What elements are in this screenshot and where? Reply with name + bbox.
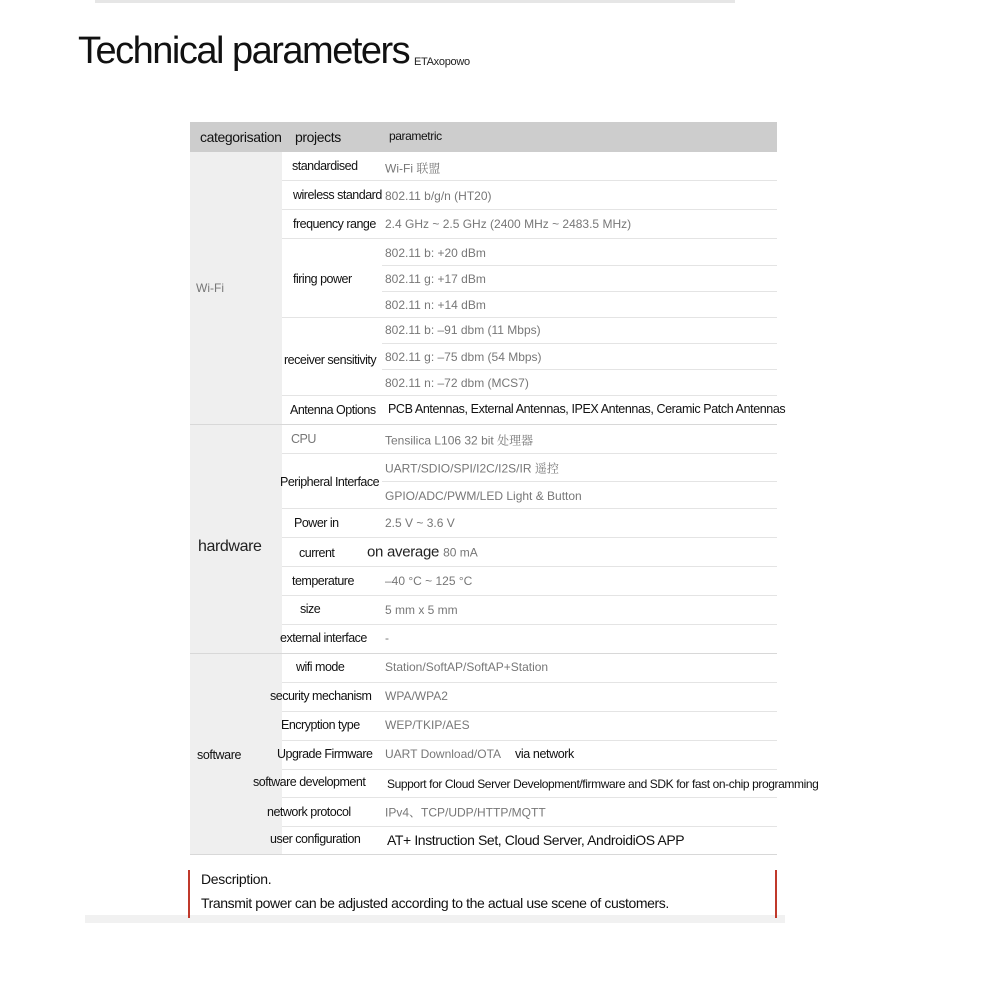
description-accent-left [188,870,190,918]
row-separator [282,797,777,798]
project-label: Upgrade Firmware [277,747,373,761]
project-label: Peripheral Interface [280,475,380,489]
row-separator [282,826,777,827]
group-separator [190,653,777,654]
project-label: Power in [294,516,339,530]
project-label: wireless standard [293,188,382,202]
parameter-value [367,544,478,561]
table-header [190,122,777,152]
parameter-value: PCB Antennas, External Antennas, IPEX Antennas, Ceramic Patch Antennas [388,402,786,416]
parameter-value: WPA/WPA2 [385,689,448,703]
parameter-value: –40 °C ~ 125 °C [385,574,473,588]
header-parametric: parametric [389,129,442,143]
project-label: user configuration [270,832,361,846]
project-label: size [300,602,321,616]
parameter-value: - [385,631,389,645]
project-label: receiver sensitivity [284,353,377,367]
project-label: current [299,546,335,560]
row-separator [282,624,777,625]
parameter-value: 5 mm x 5 mm [385,603,458,617]
row-separator [282,595,777,596]
page-title: Technical parameters [78,30,410,72]
parameter-value: 802.11 g: +17 dBm [385,272,486,286]
row-separator [382,291,777,292]
parameter-value: 802.11 b/g/n (HT20) [385,189,492,203]
parameter-value: AT+ Instruction Set, Cloud Server, AndroidiOS APP [387,832,685,848]
parameter-value: Wi-Fi 联盟 [385,161,441,176]
row-separator [282,317,777,318]
project-label: network protocol [267,805,351,819]
description-shadow [85,915,785,923]
parameter-value: 2.5 V ~ 3.6 V [385,516,455,530]
row-separator [282,180,777,181]
row-separator [382,481,777,482]
row-separator [382,343,777,344]
top-divider [95,0,735,3]
parameter-value: 802.11 b: –91 dbm (11 Mbps) [385,323,541,337]
category-wifi: Wi-Fi [196,281,224,295]
value-text: 80 mA [443,545,478,560]
project-label: frequency range [293,217,376,231]
row-separator [382,369,777,370]
project-label: temperature [292,574,354,588]
row-separator [282,740,777,741]
project-label: software development [253,775,366,789]
project-label: standardised [292,159,358,173]
parameter-value: WEP/TKIP/AES [385,718,470,732]
parameter-value [385,747,574,761]
parameter-value: GPIO/ADC/PWM/LED Light & Button [385,489,582,503]
project-label: Antenna Options [290,403,376,417]
value-text: UART Download/OTA [385,747,502,761]
category-software: software [197,748,242,762]
value-prefix: on average [367,543,440,561]
row-separator [282,395,777,396]
parameter-value: 802.11 n: –72 dbm (MCS7) [385,376,529,390]
row-separator [282,508,777,509]
group-separator [190,424,777,425]
description-body: Transmit power can be adjusted according to the actual use scene of customers. [201,895,669,911]
category-hardware: hardware [198,538,262,555]
row-separator [282,711,777,712]
page-subtitle: ETAxopowo [414,56,470,68]
row-separator [282,453,777,454]
description-title: Description. [201,871,272,887]
parameter-value: UART/SDIO/SPI/I2C/I2S/IR 遥控 [385,461,559,476]
parameter-value: Tensilica L106 32 bit 处理器 [385,433,534,448]
project-label: security mechanism [270,689,372,703]
header-projects: projects [295,129,341,145]
project-label: CPU [291,432,316,446]
parameter-value: 802.11 g: –75 dbm (54 Mbps) [385,350,542,364]
parameter-value: 802.11 n: +14 dBm [385,298,486,312]
row-separator [282,537,777,538]
project-label: firing power [293,272,352,286]
value-note: via network [515,747,574,761]
parameters-table [190,122,819,855]
row-separator [282,769,777,770]
table-bottom-border [190,854,777,855]
parameter-value: Station/SoftAP/SoftAP+Station [385,660,549,674]
parameter-value: Support for Cloud Server Development/firmware and SDK for fast on-chip programming [387,777,819,791]
row-separator [282,209,777,210]
row-separator [282,566,777,567]
parameter-value: 2.4 GHz ~ 2.5 GHz (2400 MHz ~ 2483.5 MHz) [385,217,632,231]
description-accent-right [775,870,777,918]
header-categorisation: categorisation [200,129,282,145]
row-separator [282,238,777,239]
parameter-value: 802.11 b: +20 dBm [385,246,486,260]
parameter-value: IPv4、TCP/UDP/HTTP/MQTT [385,805,546,820]
project-label: Encryption type [281,718,360,732]
project-label: wifi mode [296,660,345,674]
row-separator [382,265,777,266]
row-separator [282,682,777,683]
project-label: external interface [280,631,367,645]
